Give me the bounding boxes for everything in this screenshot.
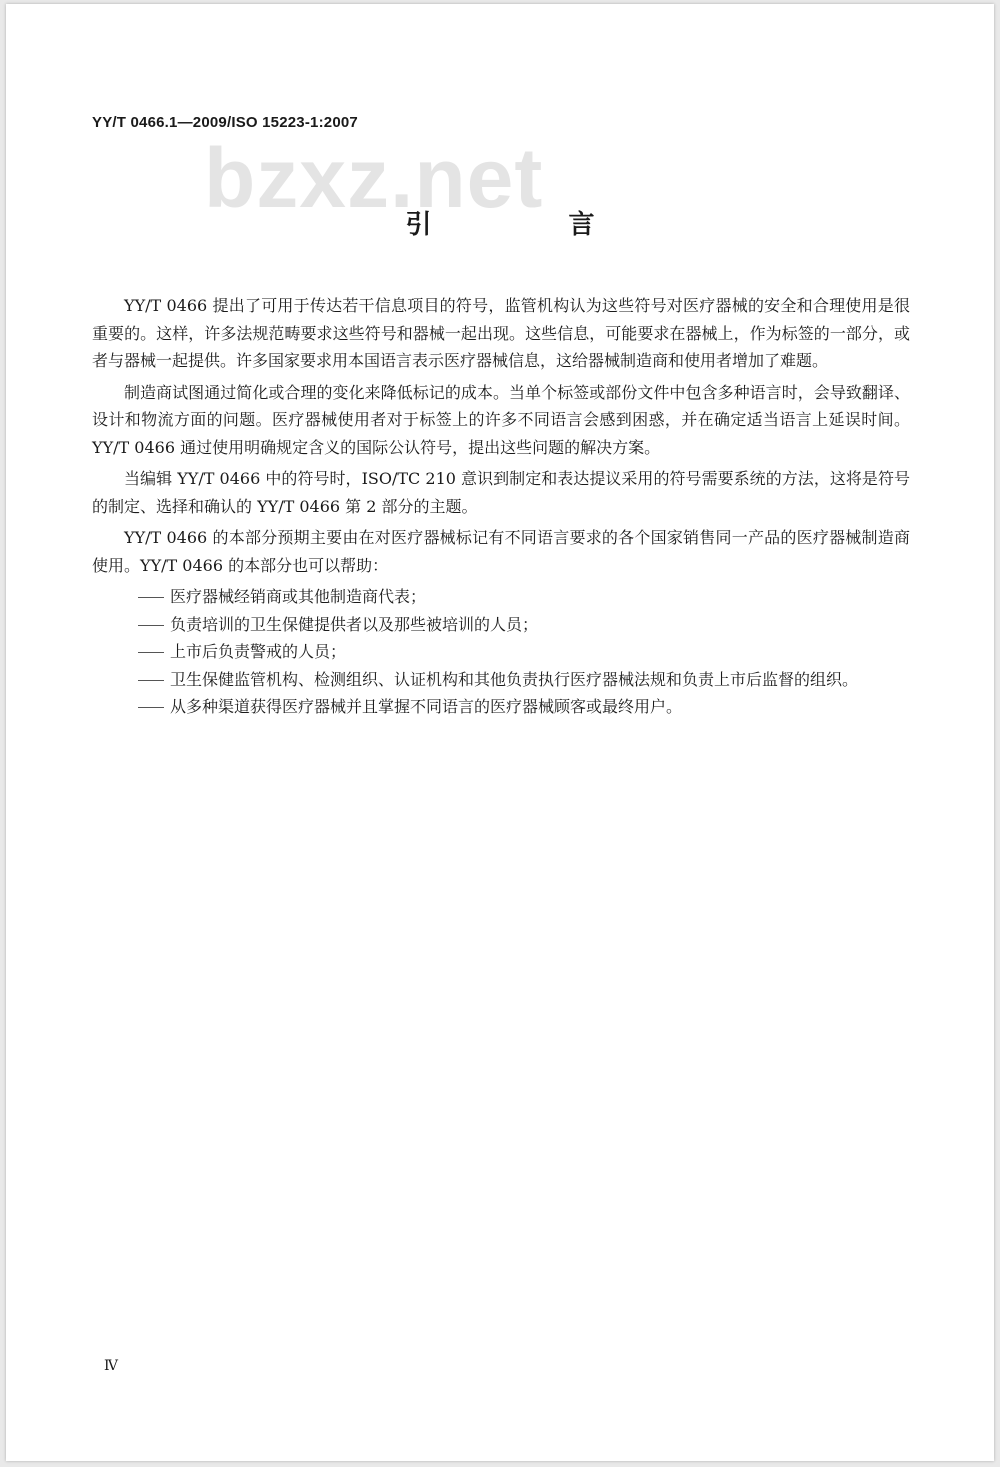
paragraph: 当编辑 YY/T 0466 中的符号时，ISO/TC 210 意识到制定和表达提议采用的符号需要系统的方法，这将是符号的制定、选择和确认的 YY/T 0466 第 2 部分的主题。	[92, 469, 910, 516]
watermark: bzxz.net	[204, 131, 544, 225]
list-item-text: 上市后负责警戒的人员；	[170, 642, 347, 661]
list-item-text: 从多种渠道获得医疗器械并且掌握不同语言的医疗器械顾客或最终用户。	[170, 697, 683, 716]
list-item-text: 负责培训的卫生保健提供者以及那些被培训的人员；	[170, 614, 539, 634]
list-item-text: 医疗器械经销商或其他制造商代表；	[170, 587, 427, 606]
list-item	[92, 666, 910, 694]
page-number: Ⅳ	[104, 1358, 118, 1374]
list-item-text: 卫生保健监管机构、检测组织、认证机构和其他负责执行医疗器械法规和负责上市后监督的组织。	[170, 669, 859, 689]
document-page	[6, 4, 994, 1461]
list-item	[92, 638, 910, 666]
list-item	[92, 611, 910, 639]
paragraph: 制造商试图通过简化或合理的变化来降低标记的成本。当单个标签或部份文件中包含多种语言时，会导致翻译、设计和物流方面的问题。医疗器械使用者对于标签上的许多不同语言会感到困惑，并在确定适当语言上延误时间。YY/T 0466 通过使用明确规定含义的国际公认符号，提出这些问题的解决方案。	[92, 382, 910, 457]
standard-id-header: YY/T 0466.1—2009/ISO 15223-1:2007	[92, 114, 358, 131]
paragraph: YY/T 0466 提出了可用于传达若干信息项目的符号，监管机构认为这些符号对医疗器械的安全和合理使用是很重要的。这样，许多法规范畴要求这些符号和器械一起出现。这些信息，可能要求在器械上，作为标签的一部分，或者与器械一起提供。许多国家要求用本国语言表示医疗器械信息，这给器械制造商和使用者增加了难题。	[92, 296, 910, 370]
list-item	[92, 583, 910, 611]
paragraph: YY/T 0466 的本部分预期主要由在对医疗器械标记有不同语言要求的各个国家销售同一产品的医疗器械制造商使用。YY/T 0466 的本部分也可以帮助：	[92, 528, 910, 575]
list-item	[92, 693, 910, 721]
document-body	[92, 292, 910, 721]
section-title: 引 言	[405, 210, 659, 240]
